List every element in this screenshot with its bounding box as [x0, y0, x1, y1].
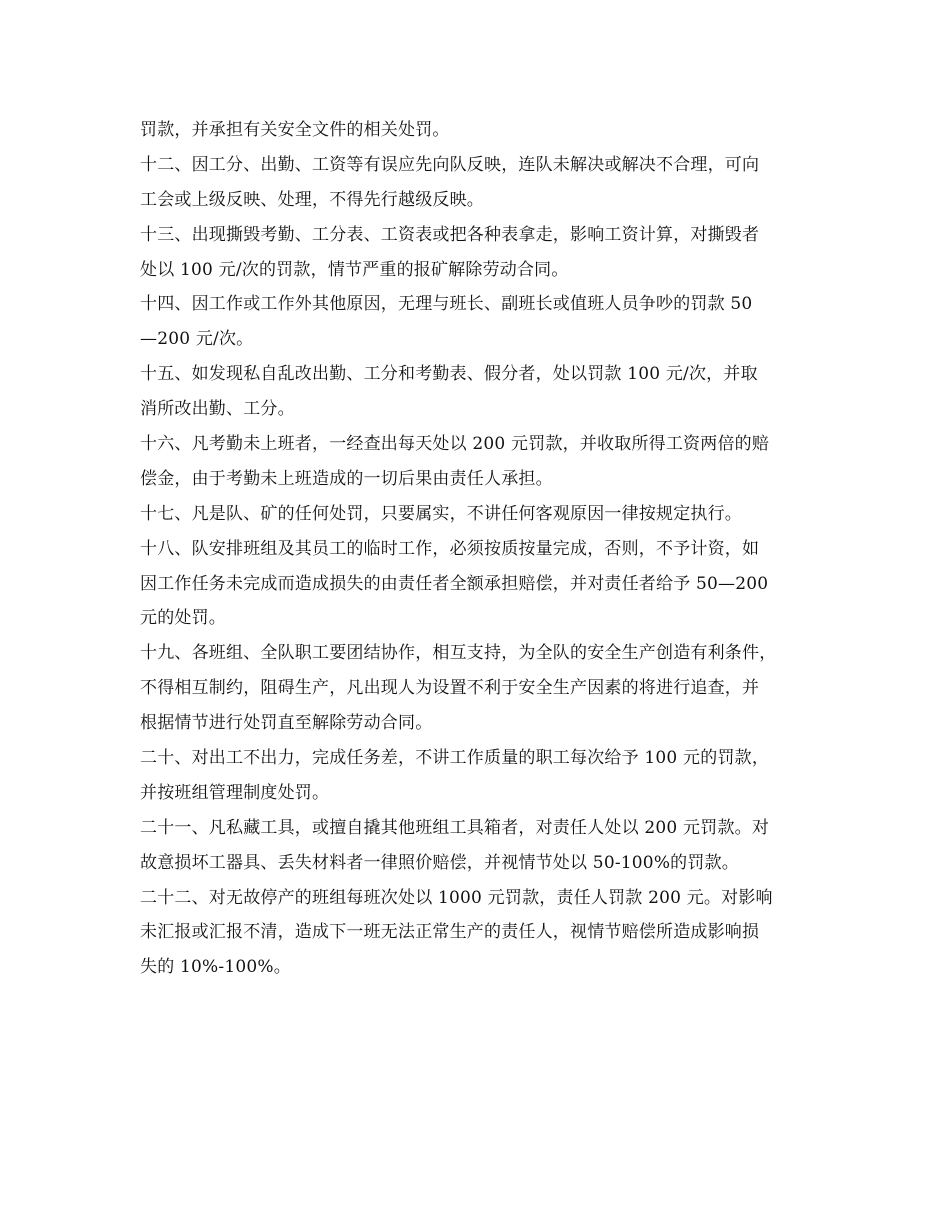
text-line: 十八、队安排班组及其员工的临时工作，必须按质按量完成，否则，不予计资，如: [140, 538, 760, 559]
text-line: 偿金，由于考勤未上班造成的一切后果由责任人承担。: [140, 468, 553, 489]
text-line: 故意损坏工器具、丢失材料者一律照价赔偿，并视情节处以 50-100%的罚款。: [140, 852, 739, 873]
text-line: 处以 100 元/次的罚款，情节严重的报矿解除劳动合同。: [140, 259, 569, 280]
text-line: 罚款，并承担有关安全文件的相关处罚。: [140, 120, 450, 140]
text-line: 根据情节进行处罚直至解除劳动合同。: [140, 713, 433, 734]
text-line: 十四、因工作或工作外其他原因，无理与班长、副班长或值班人员争吵的罚款 50: [140, 294, 753, 315]
text-line: 十五、如发现私自乱改出勤、工分和考勤表、假分者，处以罚款 100 元/次，并取: [140, 364, 758, 385]
text-line: 十二、因工分、出勤、工资等有误应先向队反映，连队未解决或解决不合理，可向: [140, 154, 760, 175]
document-body: [140, 113, 840, 985]
text-line: 十六、凡考勤未上班者，一经查出每天处以 200 元罚款，并收取所得工资两倍的赔: [140, 434, 770, 455]
text-line: 十三、出现撕毁考勤、工分表、工资表或把各种表拿走，影响工资计算，对撕毁者: [140, 224, 760, 245]
text-line: 并按班组管理制度处罚。: [140, 782, 330, 803]
text-line: 因工作任务未完成而造成损失的由责任者全额承担赔偿，并对责任者给予 50—200: [140, 573, 769, 594]
text-line: 二十、对出工不出力，完成任务差，不讲工作质量的职工每次给予 100 元的罚款，: [140, 748, 770, 769]
text-line: —200 元/次。: [140, 329, 254, 350]
text-line: 消所改出勤、工分。: [140, 399, 295, 420]
text-line: 十九、各班组、全队职工要团结协作，相互支持，为全队的安全生产创造有利条件，: [140, 643, 777, 664]
text-line: 元的处罚。: [140, 608, 226, 629]
text-line: 不得相互制约，阻碍生产，凡出现人为设置不利于安全生产因素的将进行追查，并: [140, 678, 760, 699]
text-line: 十七、凡是队、矿的任何处罚，只要属实，不讲任何客观原因一律按规定执行。: [140, 503, 742, 524]
text-line: 未汇报或汇报不清，造成下一班无法正常生产的责任人，视情节赔偿所造成影响损: [140, 922, 760, 943]
text-line: 失的 10%-100%。: [140, 957, 291, 978]
text-line: 工会或上级反映、处理，不得先行越级反映。: [140, 189, 484, 210]
text-line: 二十一、凡私藏工具，或擅自撬其他班组工具箱者，对责任人处以 200 元罚款。对: [140, 817, 770, 838]
text-line: 二十二、对无故停产的班组每班次处以 1000 元罚款，责任人罚款 200 元。对影响: [140, 887, 773, 908]
